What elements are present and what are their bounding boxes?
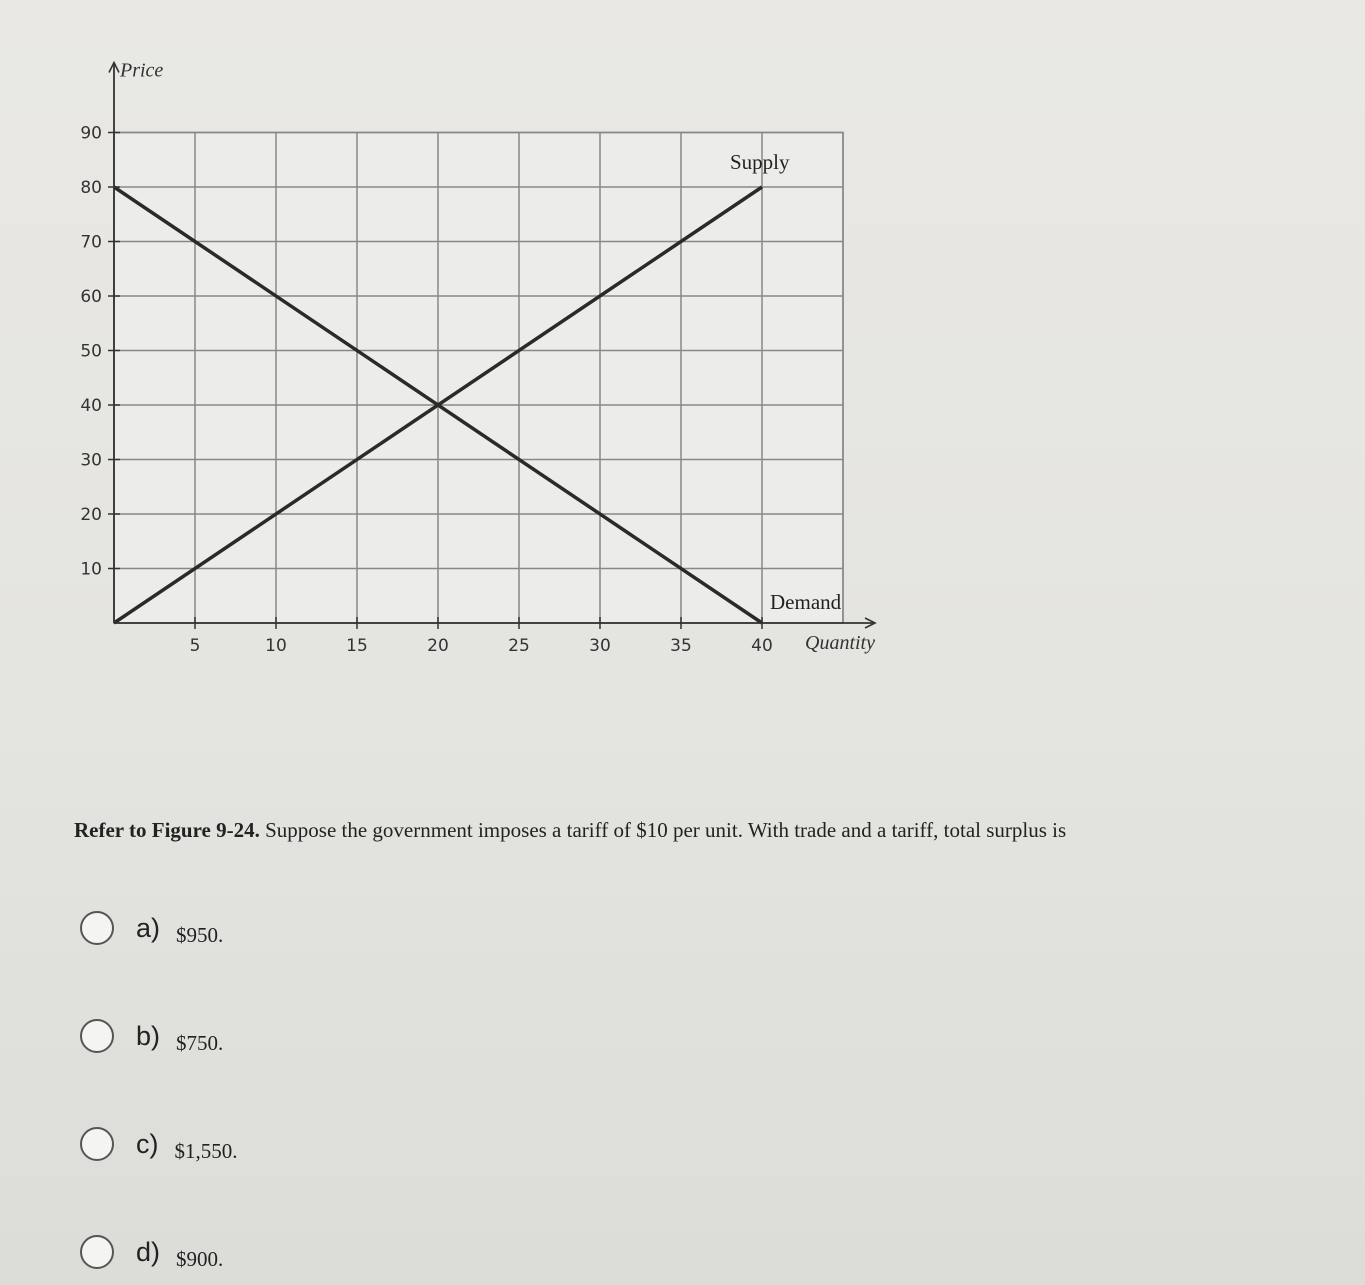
x-tick-label: 5 [189, 636, 201, 656]
option-d[interactable] [80, 1230, 223, 1274]
y-tick-label: 20 [80, 505, 102, 525]
option-letter: d) [136, 1236, 161, 1267]
x-tick-label: 35 [670, 636, 692, 656]
x-tick-label: 40 [751, 636, 773, 656]
option-c[interactable] [80, 1122, 238, 1166]
option-letter: b) [136, 1020, 161, 1051]
option-value: $900. [176, 1246, 224, 1271]
y-tick-label: 90 [80, 123, 102, 144]
demand-curve-label: Demand [770, 590, 842, 614]
x-tick-label: 30 [589, 636, 611, 656]
question-figure-ref: Refer to Figure 9-24. [74, 818, 260, 842]
x-axis-label: Quantity [805, 632, 875, 654]
x-tick-label: 25 [508, 636, 530, 656]
option-value: $950. [176, 922, 224, 947]
option-a[interactable] [80, 906, 223, 950]
option-value: $1,550. [174, 1138, 238, 1163]
supply-curve-label: Supply [730, 150, 790, 174]
y-tick-label: 40 [80, 396, 102, 416]
y-tick-label: 60 [80, 287, 102, 307]
radio-button-icon[interactable] [80, 1127, 114, 1161]
y-tick-label: 10 [80, 559, 102, 580]
y-axis-label: Price [120, 59, 164, 82]
radio-button-icon[interactable] [80, 1235, 114, 1269]
option-value: $750. [176, 1030, 224, 1055]
y-tick-label: 30 [80, 450, 102, 471]
radio-button-icon[interactable] [80, 1019, 114, 1053]
x-tick-label: 15 [346, 636, 368, 656]
y-tick-label: 50 [80, 341, 102, 362]
y-tick-label: 80 [80, 178, 102, 198]
radio-button-icon[interactable] [80, 911, 114, 945]
option-b[interactable] [80, 1014, 223, 1058]
question-body: Suppose the government imposes a tariff of $10 per unit. With trade and a tariff, total surplus is [259, 818, 1067, 842]
y-tick-label: 70 [80, 232, 102, 253]
supply-demand-chart [0, 0, 900, 680]
x-tick-label: 10 [265, 636, 287, 656]
x-tick-label: 20 [427, 636, 449, 656]
option-letter: a) [136, 912, 161, 943]
question-text [74, 818, 1304, 843]
option-letter: c) [136, 1128, 159, 1159]
